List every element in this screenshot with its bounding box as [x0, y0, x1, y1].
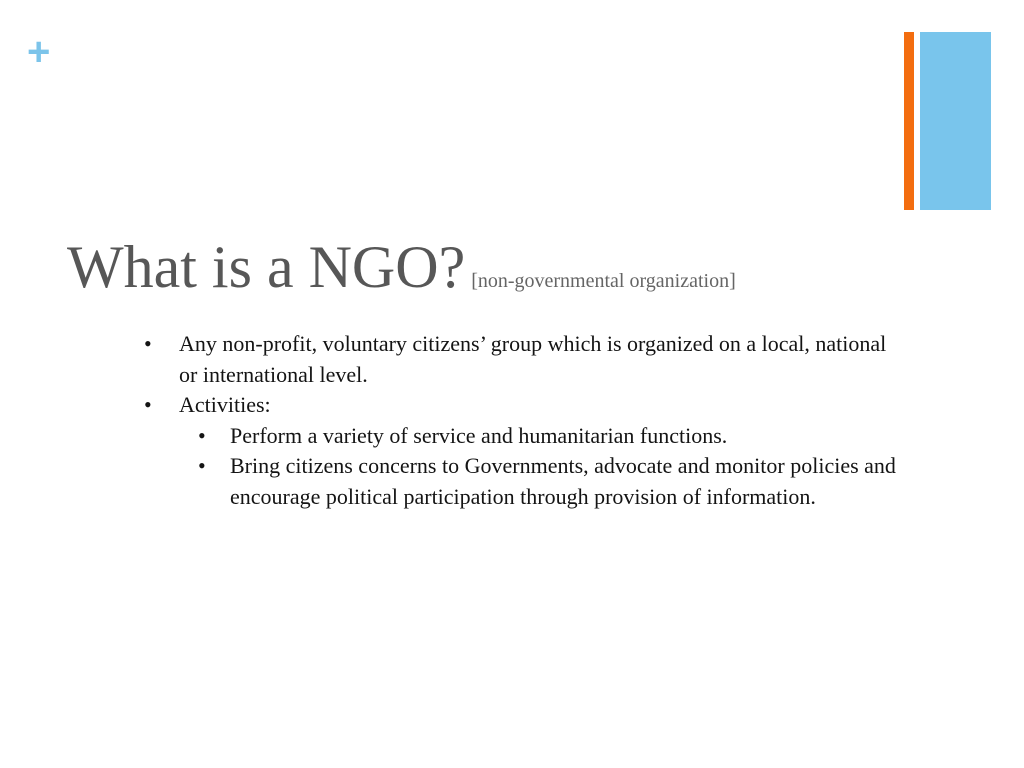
bullet-item — [140, 329, 910, 390]
bullet-icon: • — [198, 422, 206, 448]
bullet-list — [140, 329, 910, 512]
title-subtitle: [non-governmental organization] — [471, 270, 736, 292]
bullet-icon: • — [144, 392, 152, 417]
sub-bullet-list — [179, 421, 910, 513]
title-text: What is a NGO? — [67, 234, 466, 300]
bullet-text: Activities: — [179, 392, 271, 417]
bullet-icon: • — [144, 331, 152, 356]
slide-title — [67, 232, 736, 302]
accent-bar-orange — [904, 32, 914, 210]
sub-bullet-item — [179, 421, 910, 452]
accent-block-blue — [920, 32, 991, 210]
bullet-text: Any non-profit, voluntary citizens’ group which is organized on a local, national or international level. — [179, 331, 887, 387]
bullet-icon: • — [198, 453, 206, 478]
sub-bullet-text: Perform a variety of service and humanitarian functions. — [230, 422, 728, 448]
sub-bullet-text: Bring citizens concerns to Governments, advocate and monitor policies and encourage political participation through provision of information. — [230, 453, 896, 509]
bullet-item — [140, 390, 910, 512]
sub-bullet-item — [179, 451, 910, 512]
plus-icon: + — [27, 30, 51, 74]
